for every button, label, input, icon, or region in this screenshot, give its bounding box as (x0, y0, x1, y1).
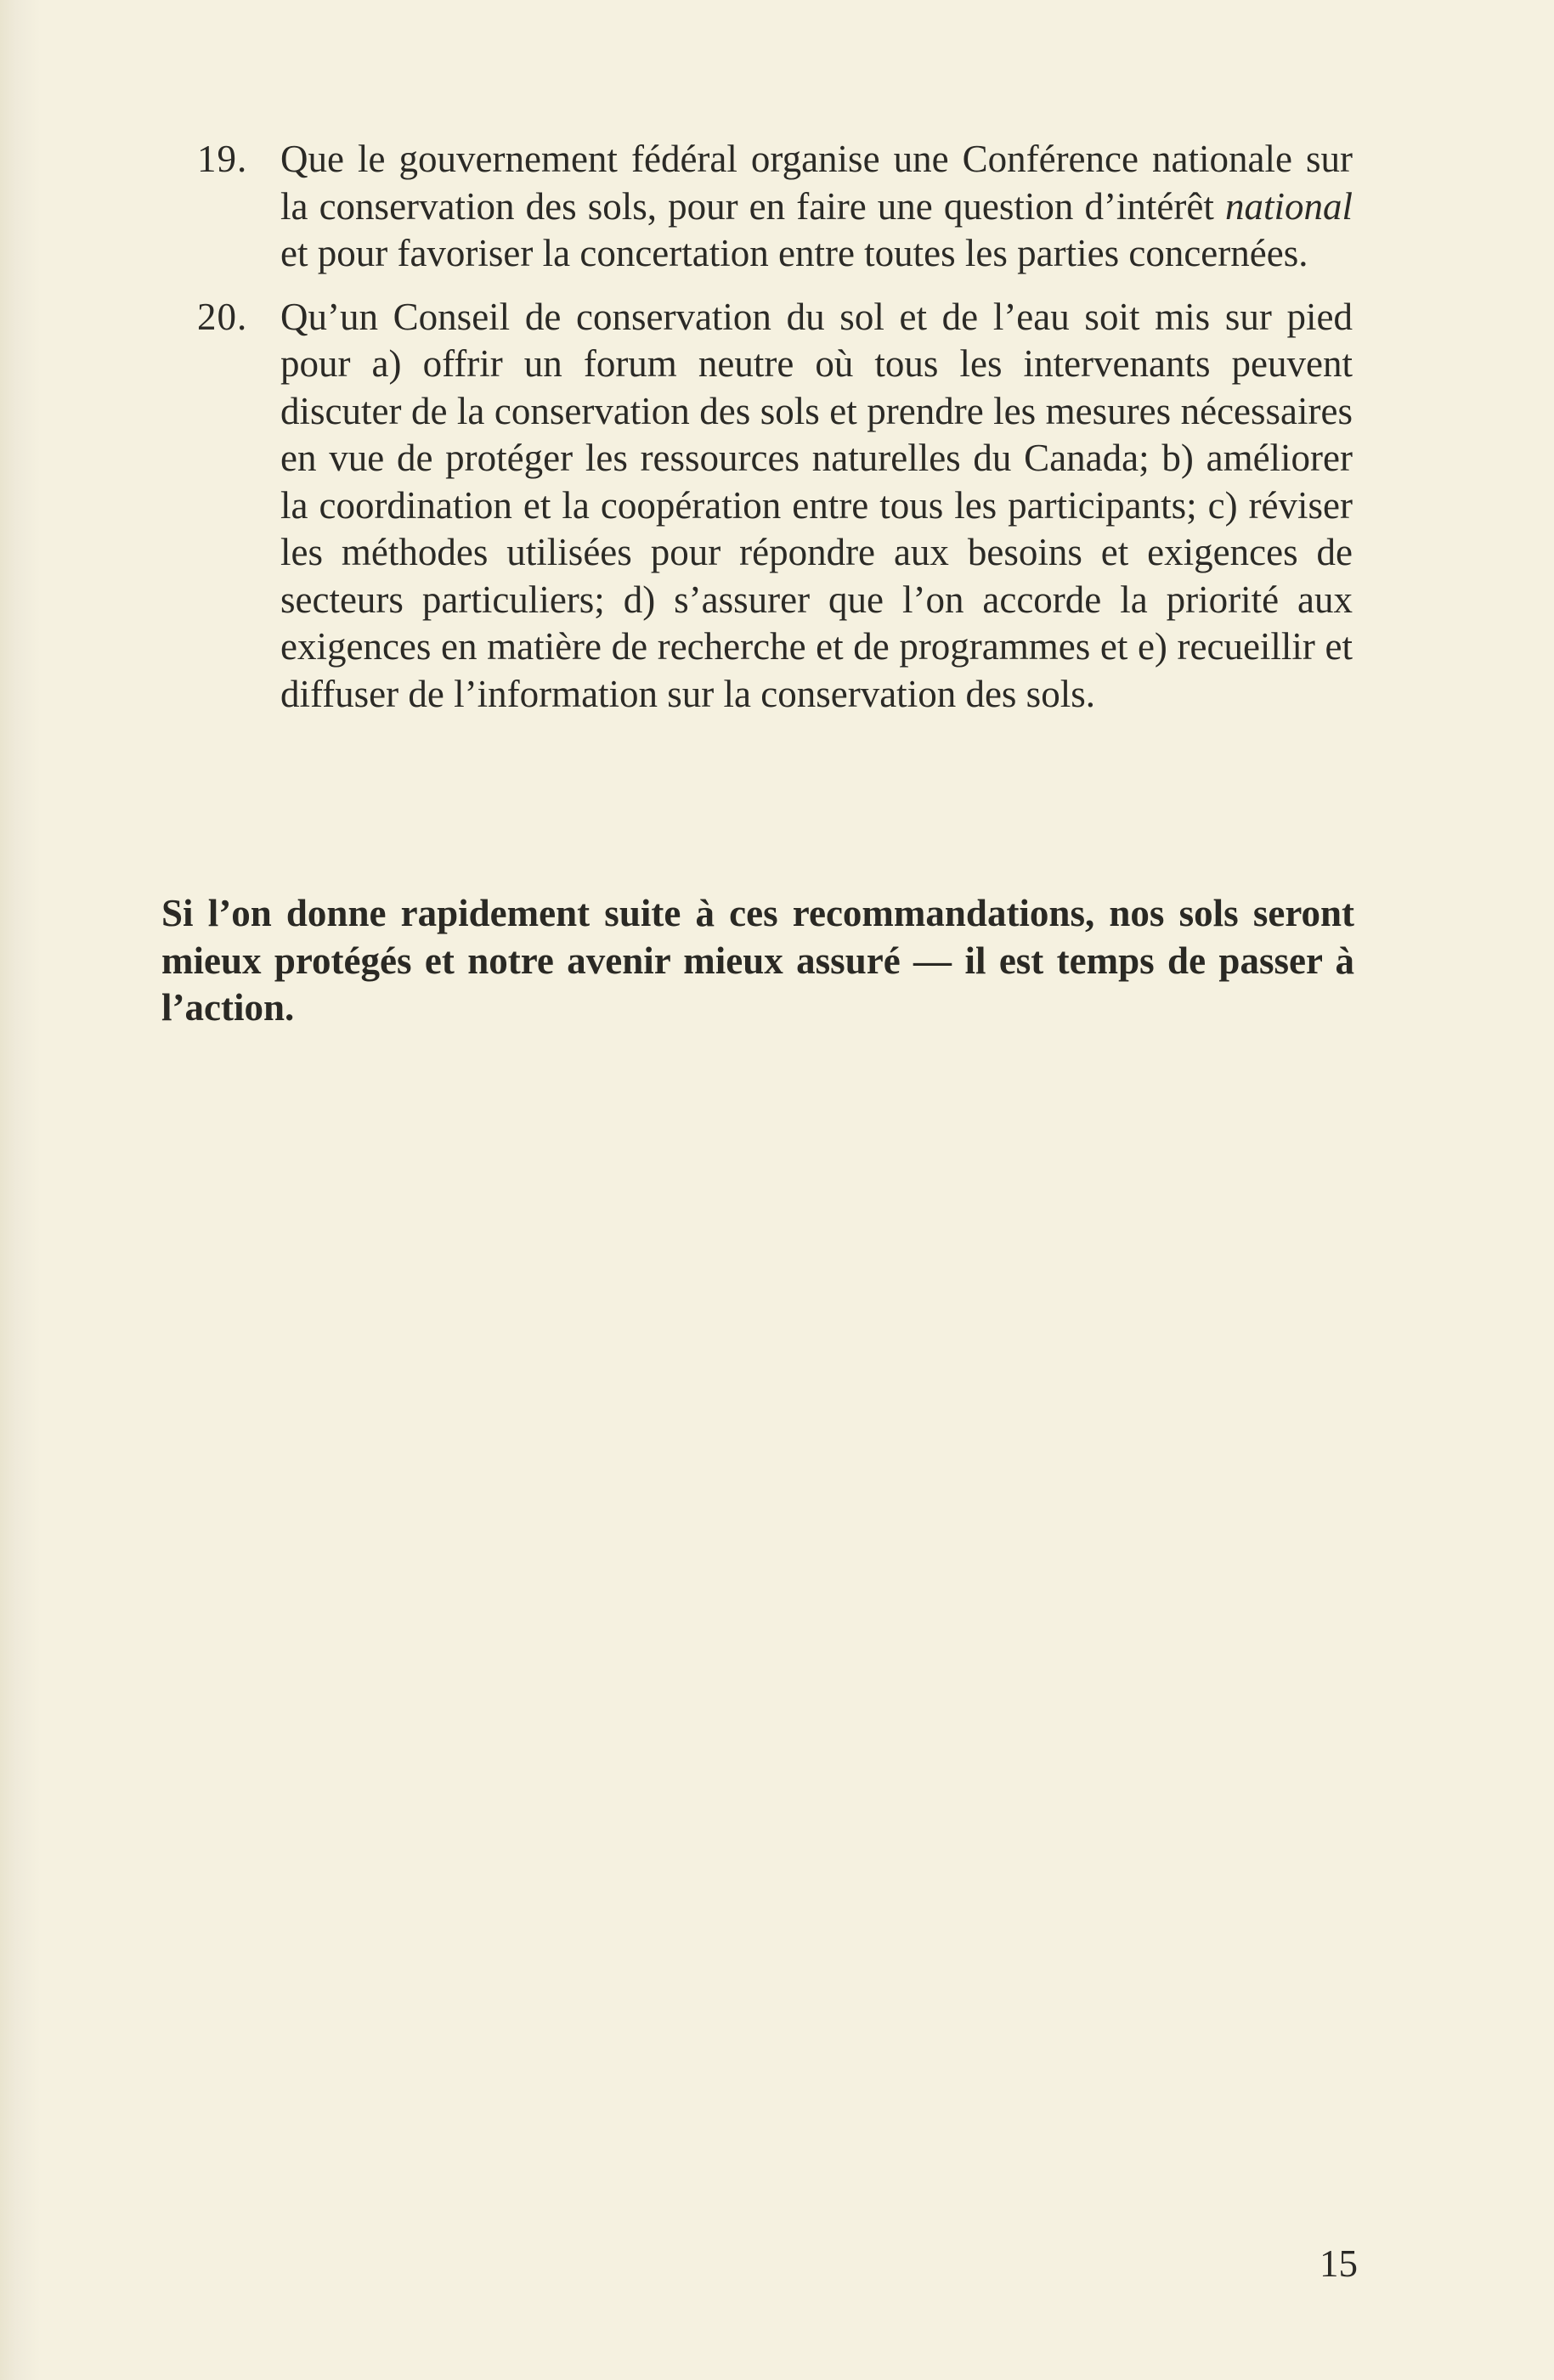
recommendation-20 (197, 294, 1353, 719)
conclusion-paragraph: Si l’on donne rapidement suite à ces recommandations, nos sols seront mieux protégés et notre avenir mieux assuré — il est temps de passer à l’action. (161, 892, 1354, 1029)
recommendation-text-part: Que le gouvernement fédéral organise une Conférence nationale sur la conservation des sols, pour en faire une question d’intérêt (280, 138, 1353, 228)
page-binding-edge (0, 0, 41, 2380)
page-number: 15 (1319, 2242, 1358, 2285)
recommendation-text-part: et pour favoriser la concertation entre toutes les parties concernées. (280, 232, 1308, 274)
recommendation-19 (197, 136, 1353, 278)
recommendation-emphasis: national (1224, 184, 1353, 228)
recommendation-text: Qu’un Conseil de conservation du sol et de l’eau soit mis sur pied pour a) offrir un forum neutre où tous les intervenants peuvent discuter de la conservation des sols et prendre les mesures nécessaires en vue de protéger les ressources naturelles du Canada; b) améliorer la coordination et la coopération entre tous les participants; c) réviser les méthodes utilisées pour répondre aux besoins et exigences de secteurs particuliers; d) s’assurer que l’on accorde la priorité aux exigences en matière de recherche et de programmes et e) recueillir et diffuser de l’information sur la conservation des sols. (280, 295, 1353, 715)
recommendation-number: 20. (197, 295, 248, 338)
recommendations-list (197, 136, 1353, 734)
recommendation-text (280, 136, 1353, 278)
recommendation-number: 19. (197, 138, 248, 180)
